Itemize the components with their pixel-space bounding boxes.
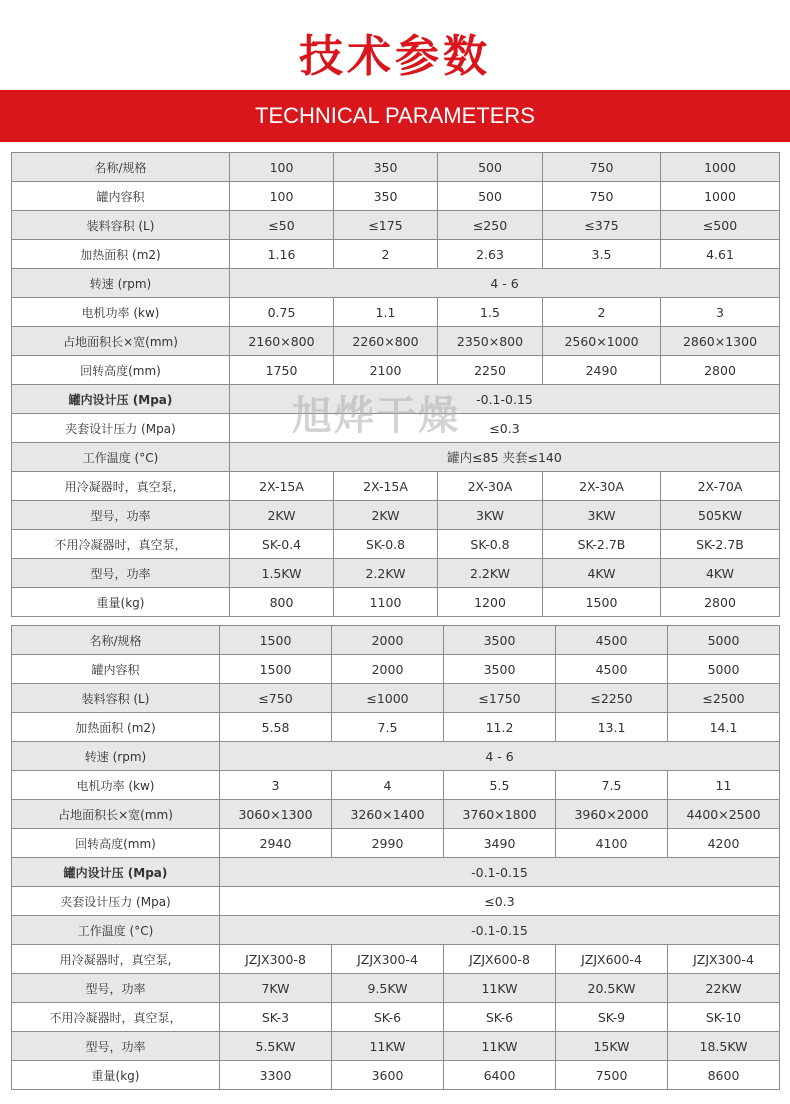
value-cell: 4KW: [661, 559, 780, 588]
row-label: 用冷凝器时，真空泵,: [12, 472, 230, 501]
table-row: [12, 684, 780, 713]
value-cell: 2000: [332, 655, 444, 684]
value-cell: 2800: [661, 356, 780, 385]
value-cell: 100: [230, 153, 334, 182]
row-label: 重量(kg): [12, 1061, 220, 1090]
value-cell: 2X-15A: [230, 472, 334, 501]
row-label: 型号，功率: [12, 559, 230, 588]
value-cell: 3500: [444, 626, 556, 655]
value-cell: 5.5KW: [220, 1032, 332, 1061]
value-cell: 7500: [556, 1061, 668, 1090]
value-cell: ≤250: [438, 211, 543, 240]
value-cell: 2990: [332, 829, 444, 858]
value-cell: 11KW: [444, 974, 556, 1003]
value-cell: 1000: [661, 153, 780, 182]
value-cell: ≤750: [220, 684, 332, 713]
value-cell: 2490: [543, 356, 661, 385]
value-cell: JZJX300-4: [332, 945, 444, 974]
value-cell: 2250: [438, 356, 543, 385]
value-cell: 1200: [438, 588, 543, 617]
value-cell: ≤500: [661, 211, 780, 240]
value-cell: 2KW: [230, 501, 334, 530]
value-cell: 2: [543, 298, 661, 327]
page-title: 技术参数: [299, 31, 491, 82]
value-cell: JZJX600-8: [444, 945, 556, 974]
table-row: [12, 800, 780, 829]
row-label: 名称/规格: [12, 153, 230, 182]
table-row: [12, 771, 780, 800]
value-cell: ≤50: [230, 211, 334, 240]
value-cell: SK-2.7B: [661, 530, 780, 559]
value-cell: 3: [661, 298, 780, 327]
table-row: [12, 501, 780, 530]
table-row: [12, 713, 780, 742]
value-cell: 2350×800: [438, 327, 543, 356]
row-label: 名称/规格: [12, 626, 220, 655]
value-cell: 1750: [230, 356, 334, 385]
value-cell: SK-0.8: [334, 530, 438, 559]
value-cell: 2X-30A: [543, 472, 661, 501]
value-cell: 7KW: [220, 974, 332, 1003]
value-cell: ≤2250: [556, 684, 668, 713]
value-cell: 2.63: [438, 240, 543, 269]
row-label: 回转高度(mm): [12, 356, 230, 385]
spec-table-large: [11, 625, 780, 1090]
value-cell: 350: [334, 182, 438, 211]
value-cell: 4500: [556, 626, 668, 655]
table-row: [12, 211, 780, 240]
value-cell: 1500: [543, 588, 661, 617]
table-row: [12, 626, 780, 655]
row-label: 回转高度(mm): [12, 829, 220, 858]
row-label: 加热面积 (m2): [12, 713, 220, 742]
value-cell: 4KW: [543, 559, 661, 588]
merged-value-cell: -0.1-0.15: [220, 858, 780, 887]
value-cell: 1.5: [438, 298, 543, 327]
row-label: 装料容积 (L): [12, 211, 230, 240]
value-cell: 2KW: [334, 501, 438, 530]
value-cell: ≤175: [334, 211, 438, 240]
table-row: [12, 443, 780, 472]
table-row: [12, 472, 780, 501]
value-cell: JZJX600-4: [556, 945, 668, 974]
spec-table-body: [12, 153, 780, 617]
value-cell: 1500: [220, 655, 332, 684]
value-cell: SK-10: [668, 1003, 780, 1032]
merged-value-cell: 4 - 6: [220, 742, 780, 771]
value-cell: 7.5: [556, 771, 668, 800]
value-cell: 3: [220, 771, 332, 800]
value-cell: 5.5: [444, 771, 556, 800]
merged-value-cell: 4 - 6: [230, 269, 780, 298]
value-cell: 5000: [668, 626, 780, 655]
value-cell: SK-0.4: [230, 530, 334, 559]
table-row: [12, 1003, 780, 1032]
table-row: [12, 530, 780, 559]
value-cell: 350: [334, 153, 438, 182]
table-row: [12, 298, 780, 327]
row-label: 电机功率 (kw): [12, 298, 230, 327]
value-cell: 3300: [220, 1061, 332, 1090]
value-cell: 8600: [668, 1061, 780, 1090]
value-cell: 2X-70A: [661, 472, 780, 501]
table-row: [12, 1061, 780, 1090]
value-cell: 1500: [220, 626, 332, 655]
value-cell: 11KW: [444, 1032, 556, 1061]
value-cell: SK-0.8: [438, 530, 543, 559]
value-cell: 0.75: [230, 298, 334, 327]
row-label: 电机功率 (kw): [12, 771, 220, 800]
spec-table-small: [11, 152, 780, 617]
value-cell: 11.2: [444, 713, 556, 742]
watermark: 旭烨干燥: [292, 393, 460, 439]
value-cell: 2.2KW: [334, 559, 438, 588]
value-cell: 3060×1300: [220, 800, 332, 829]
value-cell: 2860×1300: [661, 327, 780, 356]
value-cell: 3760×1800: [444, 800, 556, 829]
value-cell: 3490: [444, 829, 556, 858]
merged-value-cell: -0.1-0.15: [220, 916, 780, 945]
value-cell: 13.1: [556, 713, 668, 742]
value-cell: 3600: [332, 1061, 444, 1090]
value-cell: ≤1000: [332, 684, 444, 713]
value-cell: 750: [543, 153, 661, 182]
value-cell: 505KW: [661, 501, 780, 530]
value-cell: 15KW: [556, 1032, 668, 1061]
row-label: 罐内容积: [12, 655, 220, 684]
value-cell: 11: [668, 771, 780, 800]
value-cell: 1000: [661, 182, 780, 211]
value-cell: 5.58: [220, 713, 332, 742]
value-cell: 7.5: [332, 713, 444, 742]
table-row: [12, 945, 780, 974]
table-row: [12, 655, 780, 684]
value-cell: 2560×1000: [543, 327, 661, 356]
value-cell: SK-2.7B: [543, 530, 661, 559]
value-cell: 2100: [334, 356, 438, 385]
table-row: [12, 974, 780, 1003]
value-cell: 2X-30A: [438, 472, 543, 501]
value-cell: SK-6: [444, 1003, 556, 1032]
value-cell: 4500: [556, 655, 668, 684]
table-row: [12, 414, 780, 443]
row-label: 型号，功率: [12, 974, 220, 1003]
table-row: [12, 829, 780, 858]
merged-value-cell: -0.1-0.15: [230, 385, 780, 414]
row-label: 夹套设计压力 (Mpa): [12, 414, 230, 443]
value-cell: SK-6: [332, 1003, 444, 1032]
value-cell: SK-9: [556, 1003, 668, 1032]
value-cell: 20.5KW: [556, 974, 668, 1003]
table-row: [12, 916, 780, 945]
value-cell: 18.5KW: [668, 1032, 780, 1061]
value-cell: 2: [334, 240, 438, 269]
value-cell: 3KW: [543, 501, 661, 530]
value-cell: 2260×800: [334, 327, 438, 356]
row-label: 不用冷凝器时，真空泵，: [12, 530, 230, 559]
value-cell: 1.5KW: [230, 559, 334, 588]
value-cell: 3500: [444, 655, 556, 684]
table-row: [12, 269, 780, 298]
value-cell: 2000: [332, 626, 444, 655]
value-cell: 4200: [668, 829, 780, 858]
row-label: 罐内设计压 (Mpa): [12, 858, 220, 887]
table-row: [12, 588, 780, 617]
table-row: [12, 559, 780, 588]
table-row: [12, 327, 780, 356]
merged-value-cell: ≤0.3: [220, 887, 780, 916]
value-cell: JZJX300-4: [668, 945, 780, 974]
value-cell: 6400: [444, 1061, 556, 1090]
value-cell: 1100: [334, 588, 438, 617]
table-row: [12, 742, 780, 771]
row-label: 重量(kg): [12, 588, 230, 617]
value-cell: 750: [543, 182, 661, 211]
row-label: 工作温度 (°C): [12, 916, 220, 945]
value-cell: 2940: [220, 829, 332, 858]
value-cell: ≤375: [543, 211, 661, 240]
value-cell: 3260×1400: [332, 800, 444, 829]
value-cell: 4.61: [661, 240, 780, 269]
value-cell: 9.5KW: [332, 974, 444, 1003]
spec-table-body: [12, 626, 780, 1090]
value-cell: 14.1: [668, 713, 780, 742]
value-cell: 4: [332, 771, 444, 800]
value-cell: 1.16: [230, 240, 334, 269]
value-cell: 2X-15A: [334, 472, 438, 501]
row-label: 转速 (rpm): [12, 269, 230, 298]
table-row: [12, 240, 780, 269]
value-cell: 100: [230, 182, 334, 211]
row-label: 罐内设计压 (Mpa): [12, 385, 230, 414]
value-cell: 1.1: [334, 298, 438, 327]
value-cell: 3KW: [438, 501, 543, 530]
table-row: [12, 887, 780, 916]
value-cell: SK-3: [220, 1003, 332, 1032]
merged-value-cell: 罐内≤85 夹套≤140: [230, 443, 780, 472]
value-cell: 11KW: [332, 1032, 444, 1061]
row-label: 加热面积 (m2): [12, 240, 230, 269]
value-cell: 2800: [661, 588, 780, 617]
table-row: [12, 385, 780, 414]
value-cell: 2160×800: [230, 327, 334, 356]
table-row: [12, 153, 780, 182]
value-cell: ≤1750: [444, 684, 556, 713]
value-cell: 5000: [668, 655, 780, 684]
value-cell: 800: [230, 588, 334, 617]
table-row: [12, 182, 780, 211]
value-cell: JZJX300-8: [220, 945, 332, 974]
merged-value-cell: ≤0.3: [230, 414, 780, 443]
row-label: 不用冷凝器时，真空泵，: [12, 1003, 220, 1032]
table-row: [12, 356, 780, 385]
row-label: 工作温度 (°C): [12, 443, 230, 472]
value-cell: 500: [438, 182, 543, 211]
table-row: [12, 858, 780, 887]
row-label: 型号，功率: [12, 1032, 220, 1061]
value-cell: 500: [438, 153, 543, 182]
row-label: 用冷凝器时，真空泵,: [12, 945, 220, 974]
row-label: 罐内容积: [12, 182, 230, 211]
row-label: 夹套设计压力 (Mpa): [12, 887, 220, 916]
value-cell: ≤2500: [668, 684, 780, 713]
row-label: 型号，功率: [12, 501, 230, 530]
value-cell: 3.5: [543, 240, 661, 269]
row-label: 转速 (rpm): [12, 742, 220, 771]
table-row: [12, 1032, 780, 1061]
value-cell: 22KW: [668, 974, 780, 1003]
section-banner: TECHNICAL PARAMETERS: [0, 90, 790, 142]
value-cell: 3960×2000: [556, 800, 668, 829]
row-label: 占地面积长×宽(mm): [12, 327, 230, 356]
value-cell: 4100: [556, 829, 668, 858]
value-cell: 4400×2500: [668, 800, 780, 829]
row-label: 装料容积 (L): [12, 684, 220, 713]
row-label: 占地面积长×宽(mm): [12, 800, 220, 829]
value-cell: 2.2KW: [438, 559, 543, 588]
